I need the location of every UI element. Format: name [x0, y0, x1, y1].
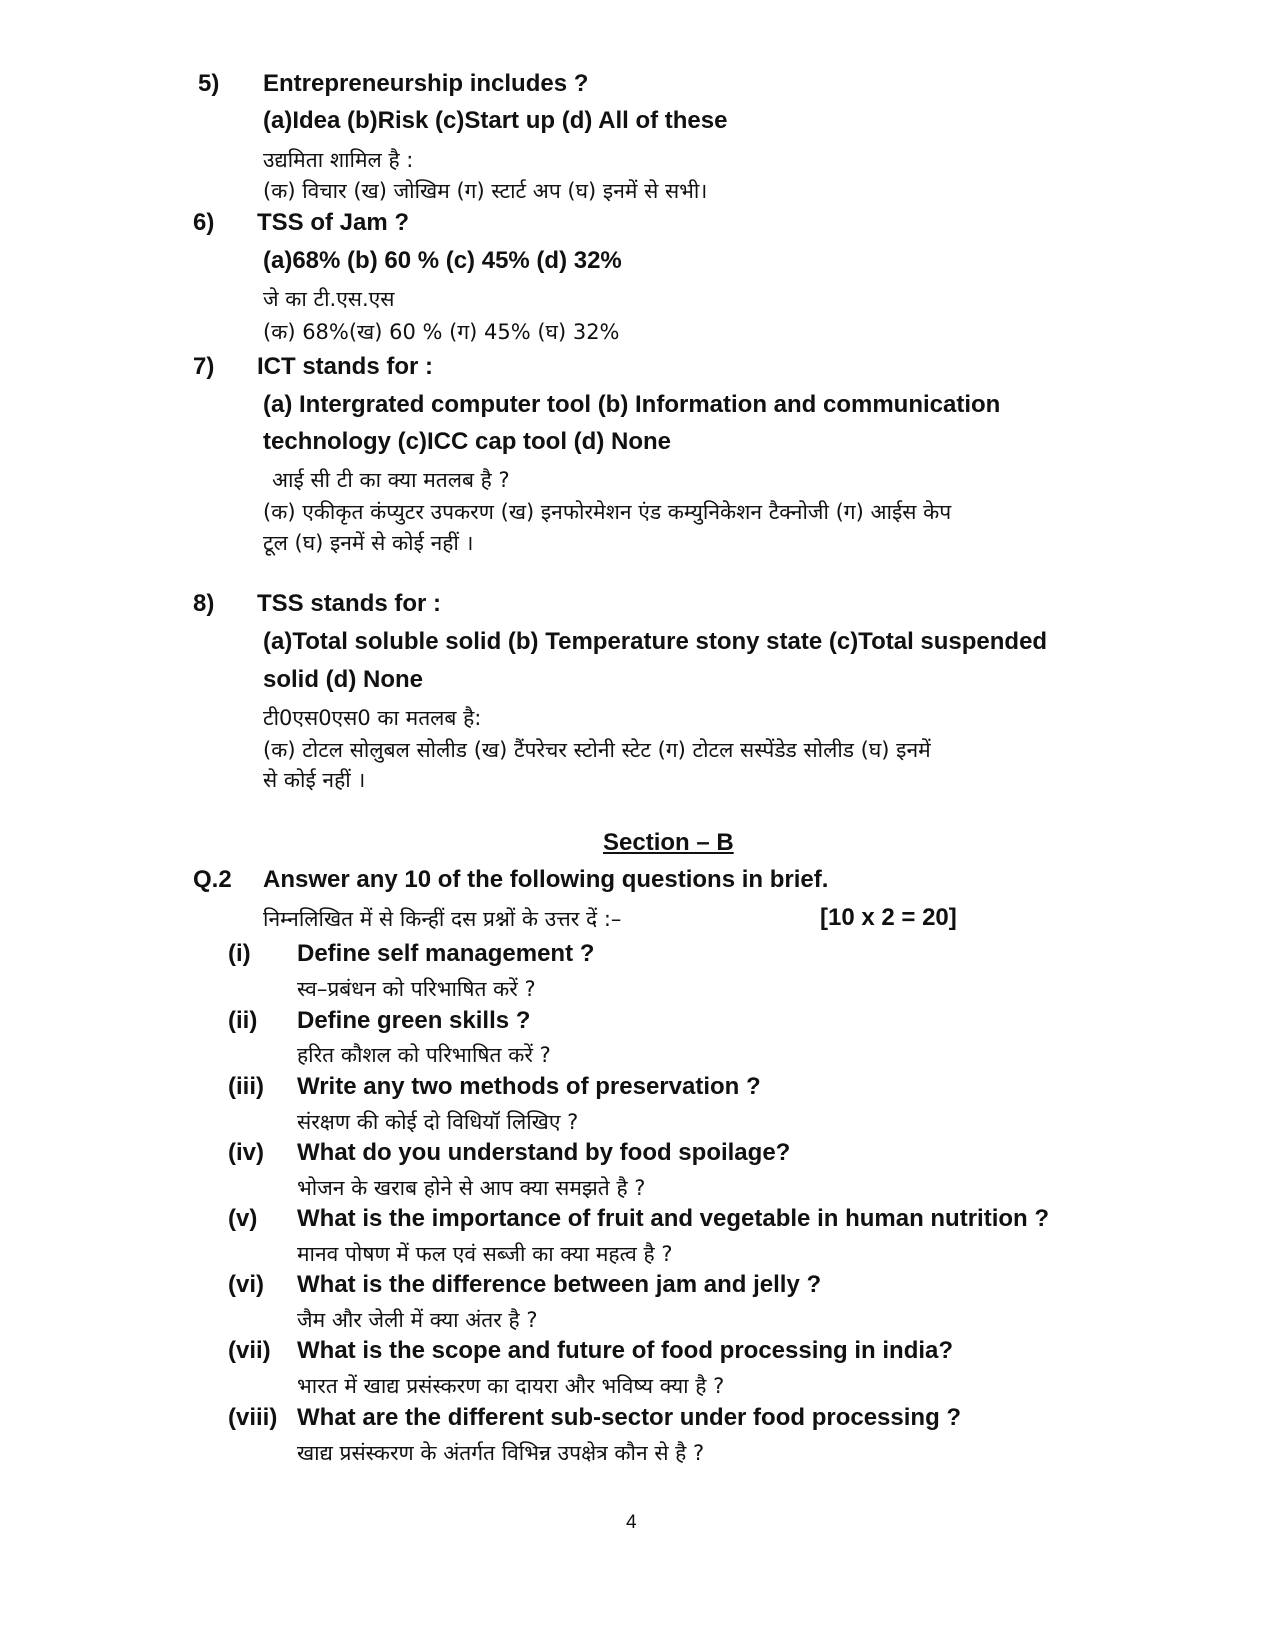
- sub-question-text-hindi: स्व–प्रबंधन को परिभाषित करें ?: [297, 977, 536, 1001]
- sub-question-text-hindi: खाद्य प्रसंस्करण के अंतर्गत विभिन्न उपक्षेत्र कौन से है ?: [297, 1441, 705, 1465]
- section-instruction: Answer any 10 of the following questions in brief.: [263, 866, 829, 893]
- question-number: 8): [193, 590, 215, 617]
- question-options-hindi: (क) टोटल सोलुबल सोलीड (ख) टैंपरेचर स्टोनी स्टेट (ग) टोटल सस्पेंडेड सोलीड (घ) इनमें: [263, 738, 931, 762]
- sub-question-number: (iv): [228, 1139, 264, 1166]
- sub-question-text: Define self management ?: [297, 940, 595, 967]
- sub-question-text-hindi: संरक्षण की कोई दो विधियॉ लिखिए ?: [297, 1110, 579, 1134]
- sub-question-text: What are the different sub-sector under food processing ?: [297, 1404, 962, 1431]
- question-options: (a)Total soluble solid (b) Temperature stony state (c)Total suspended: [263, 628, 1048, 655]
- question-options: (a) Intergrated computer tool (b) Information and communication: [263, 391, 1001, 418]
- question-options: (a)Idea (b)Risk (c)Start up (d) All of these: [263, 107, 728, 134]
- sub-question-number: (viii): [228, 1404, 278, 1431]
- sub-question-text-hindi: जैम और जेली में क्या अंतर है ?: [297, 1308, 538, 1332]
- sub-question-text-hindi: भारत में खाद्य प्रसंस्करण का दायरा और भविष्य क्या है ?: [297, 1374, 725, 1398]
- sub-question-number: (iii): [228, 1073, 264, 1100]
- question-text-hindi: उद्यमिता शामिल है :: [263, 148, 414, 172]
- question-number: Q.2: [193, 866, 232, 893]
- sub-question-text-hindi: हरित कौशल को परिभाषित करें ?: [297, 1043, 551, 1067]
- marks-allocation: [10 x 2 = 20]: [820, 904, 957, 931]
- question-options-hindi: (क) 68%(ख) 60 % (ग) 45% (घ) 32%: [263, 320, 620, 344]
- sub-question-text-hindi: मानव पोषण में फल एवं सब्जी का क्या महत्व है ?: [297, 1242, 673, 1266]
- section-instruction-hindi: निम्नलिखित में से किन्हीं दस प्रश्नों के उत्तर दें :–: [263, 907, 622, 931]
- question-text-hindi: आई सी टी का क्या मतलब है ?: [272, 468, 510, 492]
- question-number: 6): [193, 209, 215, 236]
- sub-question-number: (i): [228, 940, 251, 967]
- sub-question-text: Define green skills ?: [297, 1007, 531, 1034]
- question-options: technology (c)ICC cap tool (d) None: [263, 428, 671, 455]
- sub-question-text: What is the difference between jam and jelly ?: [297, 1271, 822, 1298]
- question-options: (a)68% (b) 60 % (c) 45% (d) 32%: [263, 247, 622, 274]
- sub-question-text: What is the importance of fruit and vegetable in human nutrition ?: [297, 1205, 1050, 1232]
- question-options: solid (d) None: [263, 666, 423, 693]
- sub-question-number: (v): [228, 1205, 258, 1232]
- page-number: 4: [626, 1512, 637, 1533]
- question-number: 5): [198, 70, 220, 97]
- question-text: TSS of Jam ?: [257, 209, 410, 236]
- question-number: 7): [193, 353, 215, 380]
- question-options-hindi: टूल (घ) इनमें से कोई नहीं ।: [263, 531, 474, 555]
- question-text: Entrepreneurship includes ?: [263, 70, 589, 97]
- sub-question-text: What do you understand by food spoilage?: [297, 1139, 791, 1166]
- question-text: ICT stands for :: [257, 353, 434, 380]
- question-text-hindi: जे का टी.एस.एस: [263, 287, 395, 311]
- question-text-hindi: टी0एस0एस0 का मतलब है:: [263, 706, 482, 730]
- section-title: Section – B: [603, 829, 734, 856]
- sub-question-text-hindi: भोजन के खराब होने से आप क्या समझते है ?: [297, 1176, 646, 1200]
- sub-question-text: Write any two methods of preservation ?: [297, 1073, 761, 1100]
- question-options-hindi: (क) एकीकृत कंप्युटर उपकरण (ख) इनफोरमेशन एंड कम्युनिकेशन टैक्नोजी (ग) आईस केप: [263, 500, 952, 524]
- sub-question-number: (vi): [228, 1271, 264, 1298]
- question-text: TSS stands for :: [257, 590, 442, 617]
- question-options-hindi: से कोई नहीं ।: [263, 768, 366, 792]
- question-options-hindi: (क) विचार (ख) जोखिम (ग) स्टार्ट अप (घ) इनमें से सभी।: [263, 179, 708, 203]
- sub-question-number: (ii): [228, 1007, 258, 1034]
- sub-question-text: What is the scope and future of food processing in india?: [297, 1337, 954, 1364]
- sub-question-number: (vii): [228, 1337, 271, 1364]
